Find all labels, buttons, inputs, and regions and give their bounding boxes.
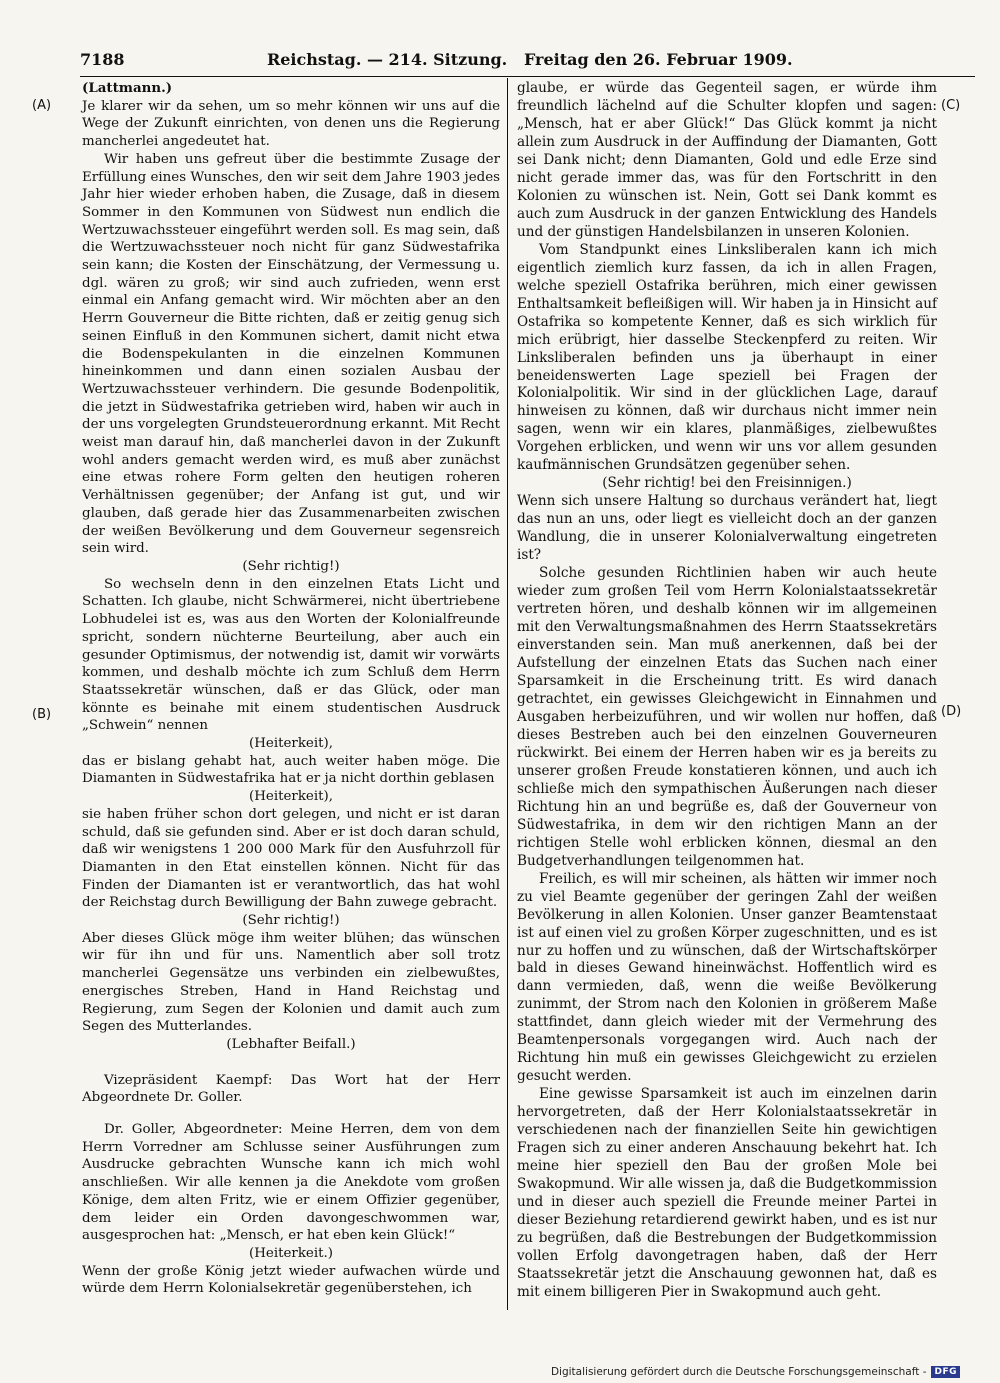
speaker-paragraph: Dr. Goller, Abgeordneter: Meine Herren, dem von dem Herrn Vorredner am Schlusse seiner Ausführungen zum Ausdrucke gebrachten Wunsche kann ich mich wohl anschließen. Wir alle kennen ja die Anekdote vom großen Könige, dem alten Fritz, wie er einem Offizier gegenüber, dem leider ein Orden davongeschwommen war, ausgesprochen hat: „Mensch, er hat eben kein Glück!“ xyxy=(82,1122,500,1244)
page-footer xyxy=(551,1366,960,1378)
paragraph: Eine gewisse Sparsamkeit ist auch im einzelnen darin hervorgetreten, daß der Herr Kolonialstaatssekretär in verschiedenen nach der finanziellen Seite hin gewichtigen Fragen sich zu einer anderen Anschauung bekehrt hat. Ich meine hier speziell den Bau der großen Mole bei Swakopmund. Wir alle wissen ja, daß die Budgetkommission und in dieser auch speziell die Freunde meiner Partei in dieser Beziehung retardierend gewirkt haben, und es ist nur zu begrüßen, daß die Bestrebungen der Budgetkommission vollen Erfolg davongetragen haben, daß der Herr Staatssekretär jetzt die Anschauung gewonnen hat, daß es mit einem billigeren Pier in Swakopmund auch geht. xyxy=(517,1086,937,1300)
interjection: (Heiterkeit.) xyxy=(249,1246,333,1261)
paragraph: Vom Standpunkt eines Linksliberalen kann ich mich eigentlich ziemlich kurz fassen, da ich in allen Fragen, welche speziell Ostafrika berühren, mich einer gewissen Enthaltsamkeit befleißigen will. Wir haben ja in Hinsicht auf Ostafrika so kompetente Kenner, daß es sich wirklich für mich erübrigt, hier dasselbe Steckenpferd zu reiten. Wir Linksliberalen befinden uns ja überhaupt in einer beneidenswerten Lage speziell bei Fragen der Kolonialpolitik. Wir sind in der glücklichen Lage, darauf hinweisen zu können, daß wir durchaus nicht immer nein sagen, wenn wir ein klares, planmäßiges, zielbewußtes Vorgehen erblicken, und wenn wir uns vor allem gesunden kaufmännischen Grundsätzen gegenüber sehen. xyxy=(517,241,937,474)
page-header xyxy=(80,50,975,76)
paragraph: sie haben früher schon dort gelegen, und nicht er ist daran schuld, daß sie gefunden sind. Aber er ist doch daran schuld, daß wir wenigstens 1 200 000 Mark für den Ausfuhrzoll für Diamanten in den Etat einstellen können. Nicht für das Finden der Diamanten ist er verantwortlich, das hat wohl der Reichstag durch Bewilligung der Bahn zuwege gebracht. xyxy=(82,806,500,911)
header-title xyxy=(125,50,975,69)
left-column xyxy=(82,80,500,1298)
page-number: 7188 xyxy=(80,50,125,69)
paragraph: Wenn sich unsere Haltung so durchaus verändert hat, liegt das nun an uns, oder liegt es vielleicht doch an der ganzen Wandlung, die in unserer Kolonialverwaltung eingetreten ist? xyxy=(517,493,937,564)
margin-marker-d: (D) xyxy=(941,704,962,719)
paragraph: Wir haben uns gefreut über die bestimmte Zusage der Erfüllung eines Wunsches, den wir seit dem Jahre 1903 jedes Jahr hier wieder erhoben haben, die Zusage, daß in diesem Sommer in den Kommunen von Südwest nun endlich die Wertzuwachssteuer eingeführt werden soll. Es mag sein, daß die Wertzuwachssteuer noch nicht für ganz Südwestafrika sein kann; die Kosten der Einschätzung, der Vermessung u. dgl. wären zu groß; wir sind auch zufrieden, wenn erst einmal ein Anfang gemacht wird. Wir möchten aber an den Herrn Gouverneur die Bitte richten, daß er zeitig genug sich seinen Einfluß in den Kommunen sichert, damit nicht etwa die Bodenspekulanten in die einzelnen Kommunen hineinkommen und dann einen sozialen Ausbau der Wertzuwachssteuer verhindern. Die gesunde Bodenpolitik, die jetzt in Südwestafrika getrieben wird, haben wir auch in der uns vorgelegten Grundsteuerordnung erkannt. Mit Recht weist man darauf hin, daß mancherlei davon in der Zukunft wohl anders gemacht werden wird, es muß aber zunächst eine etwas rohere Form gelten den heutigen roheren Verhältnissen gegenüber; der Anfang ist gut, und wir glauben, daß gerade hier das Zusammenarbeiten zwischen der weißen Bevölkerung und dem Gouverneur segensreich sein wird. xyxy=(82,151,500,557)
paragraph: Aber dieses Glück möge ihm weiter blühen; das wünschen wir für ihn und für uns. Namentlich aber soll trotz mancherlei Gegensätze uns verbinden ein zielbewußtes, energisches Streben, Hand in Hand Reichstag und Regierung, zum Segen der Kolonien und damit auch zum Segen des Mutterlandes. xyxy=(82,930,500,1035)
speaker-announcement: Vizepräsident Kaempf: Das Wort hat der Herr Abgeordnete Dr. Goller. xyxy=(82,1072,500,1106)
paragraph: Freilich, es will mir scheinen, als hätten wir immer noch zu viel Beamte gegenüber der geringen Zahl der weißen Bevölkerung in allen Kolonien. Unser ganzer Beamtenstaat ist auf einen viel zu großen Körper zugeschnitten, und es ist nur zu hoffen und zu wünschen, daß der Wirtschaftskörper bald in dieses Gewand hineinwächst. Hoffentlich wird es dann vermieden, daß, wenn die weiße Bevölkerung zunimmt, der Strom nach den Kolonien in größerem Maße stattfindet, dann gleich wieder mit der Vermehrung des Beamtenpersonals vorgegangen wird. Auch nach der Richtung hin muß ein gewisses Gleichgewicht zu erzielen gesucht werden. xyxy=(517,870,937,1085)
paragraph: So wechseln denn in den einzelnen Etats Licht und Schatten. Ich glaube, nicht Schwärmerei, nicht übertriebene Lobhudelei ist es, was aus den Worten der Kolonialfreunde spricht, sondern nüchterne Beurteilung, aber auch ein gesunder Optimismus, der notwendig ist, damit wir vorwärts kommen, und deshalb möchte ich zum Schluß dem Herrn Staatssekretär wünschen, daß er das Glück, oder man könnte es beinahe mit einem studentischen Ausdruck „Schwein“ nennen xyxy=(82,576,500,734)
header-date: Freitag den 26. Februar 1909. xyxy=(523,50,793,69)
margin-marker-a: (A) xyxy=(32,98,52,113)
right-column xyxy=(517,80,937,1302)
interjection: (Lebhafter Beifall.) xyxy=(226,1036,356,1052)
footer-credit: Digitalisierung gefördert durch die Deutsche Forschungsgemeinschaft - xyxy=(550,1366,927,1378)
interjection: (Sehr richtig!) xyxy=(242,913,340,929)
paragraph: Je klarer wir da sehen, um so mehr können wir uns auf die Wege der Zukunft einrichten, von denen uns die Regierung mancherlei angedeutet hat. xyxy=(82,98,500,150)
speaker-continuation: (Lattmann.) xyxy=(82,80,173,96)
dfg-logo: DFG xyxy=(931,1366,960,1378)
margin-marker-c: (C) xyxy=(941,98,961,113)
interjection: (Sehr richtig! bei den Freisinnigen.) xyxy=(602,475,852,492)
interjection: (Heiterkeit), xyxy=(249,789,333,805)
margin-marker-b: (B) xyxy=(32,707,52,722)
header-session: Reichstag. — 214. Sitzung. xyxy=(266,50,508,69)
interjection: (Sehr richtig!) xyxy=(242,558,340,574)
paragraph: glaube, er würde das Gegenteil sagen, er würde ihm freundlich lächelnd auf die Schulter klopfen und sagen: „Mensch, hat er aber Glück!“ Das Glück kommt ja nicht allein zum Ausdruck in der Auffindung der Diamanten, Gott sei Dank nicht; denn Diamanten, Gold und edle Erze sind nicht gerade immer das, was für den Fortschritt in den Kolonien zu wünschen ist. Nein, Gott sei Dank kommt es auch zum Ausdruck in der ganzen Entwicklung des Handels und der günstigen Handelsbilanzen in unseren Kolonien. xyxy=(517,80,937,240)
header-rule xyxy=(80,76,975,77)
paragraph: Solche gesunden Richtlinien haben wir auch heute wieder zum großen Teil vom Herrn Kolonialstaatssekretär vertreten hören, und deshalb können wir im allgemeinen mit den Verwaltungsmaßnahmen des Herrn Staatssekretärs einverstanden sein. Man muß anerkennen, daß bei der Aufstellung der einzelnen Etats das Suchen nach einer Sparsamkeit in die Erscheinung tritt. Es wird danach getrachtet, ein gewisses Gleichgewicht in Einnahmen und Ausgaben herbeizuführen, und wir wollen nur hoffen, daß dieses Bestreben auch bei den einzelnen Gouverneuren rückwirkt. Bei einem der Herren haben wir es ja bereits zu unserer großen Freude konstatieren können, und auch ich schließe mich den sympathischen Äußerungen nach dieser Richtung hin an und begrüße es, daß der Gouverneur von Südwestafrika, in dem wir den richtigen Mann an der richtigen Stelle wohl erblicken können, diesmal an den Budgetverhandlungen teilgenommen hat. xyxy=(517,565,937,869)
paragraph: Wenn der große König jetzt wieder aufwachen würde und würde dem Herrn Kolonialsekretär gegenüberstehen, ich xyxy=(82,1263,500,1297)
column-divider xyxy=(507,78,508,1310)
paragraph: das er bislang gehabt hat, auch weiter haben möge. Die Diamanten in Südwestafrika hat er ja nicht dorthin geblasen xyxy=(82,753,500,787)
interjection: (Heiterkeit), xyxy=(249,736,333,752)
